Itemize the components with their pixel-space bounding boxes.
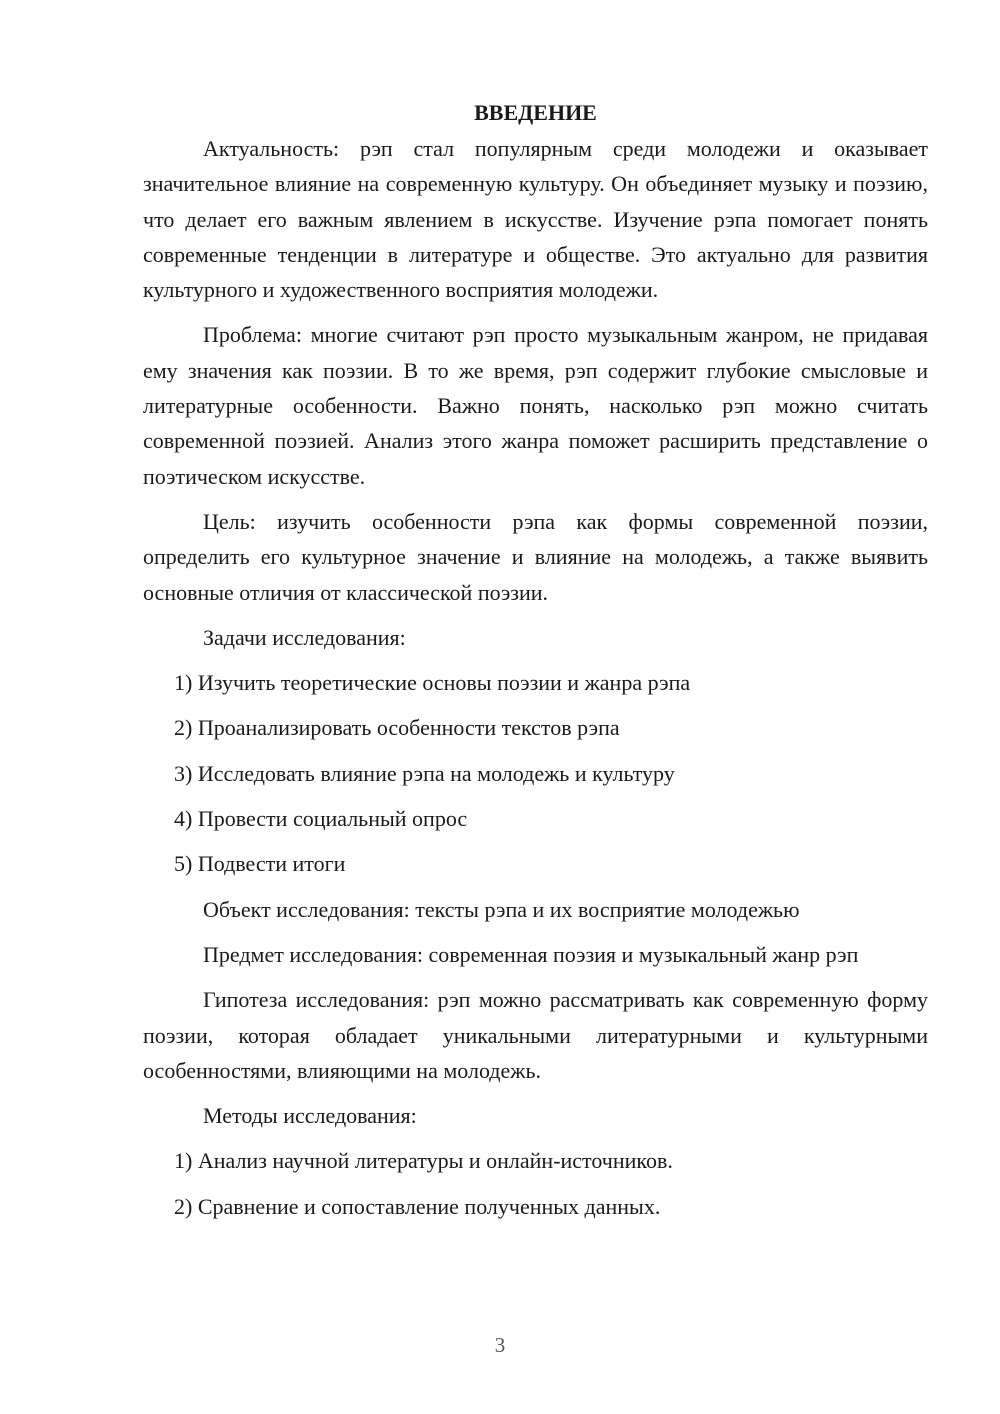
goal-paragraph: Цель: изучить особенности рэпа как формы современной поэзии, определить его культурное значение и влияние на молодежь, а также выявить основные отличия от классической поэзии.: [143, 508, 928, 605]
task-item: 1) Изучить теоретические основы поэзии и жанра рэпа: [174, 670, 691, 696]
problem-paragraph: Проблема: многие считают рэп просто музыкальным жанром, не придавая ему значения как поэзии. В то же время, рэп содержит глубокие смысловые и литературные особенности. Важно понять, насколько рэп можно считать современной поэзией. Анализ этого жанра поможет расширить представление о поэтическом искусстве.: [143, 322, 928, 489]
task-item: 2) Проанализировать особенности текстов рэпа: [174, 715, 620, 741]
subject-paragraph: Предмет исследования: современная поэзия и музыкальный жанр рэп: [203, 941, 859, 967]
document-body: [143, 95, 928, 1234]
methods-heading: Методы исследования:: [203, 1103, 417, 1129]
section-title: ВВЕДЕНИЕ: [474, 100, 597, 125]
relevance-paragraph: Актуальность: рэп стал популярным среди молодежи и оказывает значительное влияние на современную культуру. Он объединяет музыку и поэзию, что делает его важным явлением в искусстве. Изучение рэпа помогает понять современные тенденции в литературе и обществе. Это актуально для развития культурного и художественного восприятия молодежи.: [143, 136, 928, 303]
task-item: 5) Подвести итоги: [174, 851, 346, 877]
page-number: 3: [494, 1333, 506, 1357]
method-item: 1) Анализ научной литературы и онлайн-источников.: [174, 1148, 673, 1174]
task-item: 4) Провести социальный опрос: [174, 806, 468, 832]
task-item: 3) Исследовать влияние рэпа на молодежь и культуру: [174, 760, 675, 786]
object-paragraph: Объект исследования: тексты рэпа и их восприятие молодежью: [203, 896, 800, 922]
method-item: 2) Сравнение и сопоставление полученных данных.: [174, 1193, 661, 1219]
tasks-heading: Задачи исследования:: [203, 624, 406, 650]
hypothesis-paragraph: Гипотеза исследования: рэп можно рассматривать как современную форму поэзии, которая обладает уникальными литературными и культурными особенностями, влияющими на молодежь.: [143, 987, 928, 1083]
